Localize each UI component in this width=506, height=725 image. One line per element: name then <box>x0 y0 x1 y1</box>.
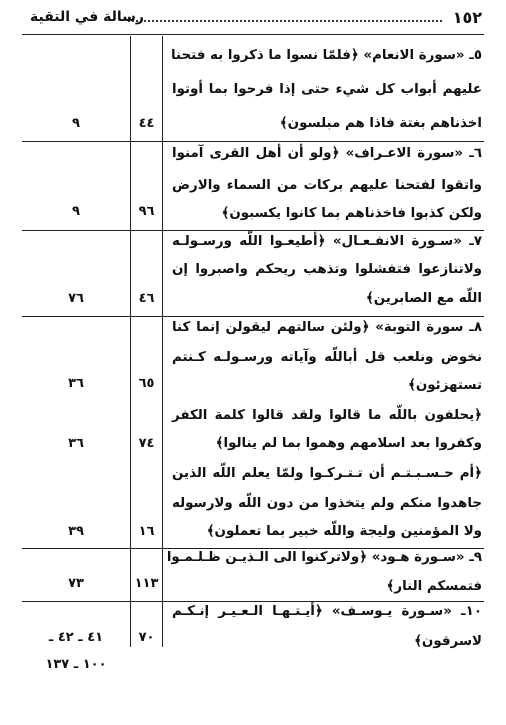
entry-separator <box>22 601 484 602</box>
entry-text-line: ولاتنازعوا فتفشلوا وتذهب ريحكم واصبروا إن <box>172 262 482 277</box>
entry-separator <box>22 548 484 549</box>
entry-text-line: وكفروا بعد اسلامهم وهموا بما لم ينالوا﴾ <box>215 436 482 451</box>
reference-page: ٩ <box>72 204 80 219</box>
entry-text-line: واتقوا لفتحنا عليهم بركات من السماء والارض <box>172 178 482 193</box>
header-rule <box>22 34 484 35</box>
entry-text-line: اللّه مع الصابرين﴾ <box>365 291 482 306</box>
entry-text-line: تستهزئون﴾ <box>408 378 482 393</box>
verse-number: ١١٣ <box>134 576 159 591</box>
entry-text-line: ولكن كذبوا فاخذناهم بما كانوا يكسبون﴾ <box>221 206 482 221</box>
entry-text-line: ٥ـ «سورة الانعام» ﴿فلمّا نسوا ما ذكروا به فتحنا <box>170 48 482 63</box>
entry-text-line: لاسرقون﴾ <box>414 634 482 649</box>
reference-page: ٣٩ <box>68 524 84 539</box>
entry-text-line: ٩ـ «سـورة هـود» ﴿ولاتركنوا الى الـذيـن ظـلـمـوا <box>166 550 482 565</box>
entry-separator <box>22 316 484 317</box>
entry-text-line: نخوض ونلعب قل أباللّه وآياته ورسـولـه كـنتم <box>172 350 482 365</box>
reference-page: ٣٦ <box>68 376 84 391</box>
reference-page: ٧٦ <box>68 291 84 306</box>
entry-text-line: ولا المؤمنين وليجة واللّه خبير بما تعملون﴾ <box>206 524 482 539</box>
reference-page-continued: ١٠٠ ـ ١٣٧ <box>45 657 107 672</box>
entry-text-line: فتمسكم النار﴾ <box>386 579 482 594</box>
reference-page: ٧٣ <box>68 576 84 591</box>
column-divider-verse <box>162 36 163 647</box>
page-number: ١٥٢ <box>452 8 482 27</box>
entry-separator <box>22 141 484 142</box>
reference-page: ٤١ ـ ٤٢ ـ <box>48 630 104 645</box>
verse-number: ٩٦ <box>138 204 155 219</box>
entry-text-line: ٦ـ «سورة الاعـراف» ﴿ولو أن أهل القرى آمنوا <box>172 146 482 161</box>
running-title: رسالة في التقية <box>30 9 144 25</box>
entry-text-line: ٧ـ «سـورة الانفـعـال» ﴿أطيعـوا اللّه ورسـولـه <box>172 234 482 249</box>
verse-number: ٧٠ <box>138 630 155 645</box>
verse-number: ٤٦ <box>138 291 155 306</box>
running-header <box>30 8 482 32</box>
verse-number: ٦٥ <box>138 376 155 391</box>
entry-separator <box>22 230 484 231</box>
entry-text-line: ﴿يحلفون باللّه ما قالوا ولقد قالوا كلمة الكفر <box>172 408 482 423</box>
entry-text-line: ١٠ـ «سـورة يـوسـف» ﴿أيـتـهـا الـعـيـر إنـكـم <box>172 604 482 619</box>
header-dot-leader <box>128 20 442 22</box>
verse-number: ٧٤ <box>138 436 155 451</box>
entry-text-line: عليهم أبواب كل شيء حتى إذا فرحوا بما أوتوا <box>172 82 482 97</box>
reference-page: ٣٦ <box>68 436 84 451</box>
verse-number: ٤٤ <box>138 116 155 131</box>
entry-text-line: ﴿أم حـسـبـتـم أن تـتـركـوا ولمّا يعلم اللّه الذين <box>172 466 482 481</box>
entry-text-line: ٨ـ سورة التوبة» ﴿ولئن سالتهم ليقولن إنما كنا <box>172 320 482 335</box>
verse-number: ١٦ <box>138 524 155 539</box>
entry-text-line: جاهدوا منكم ولم يتخذوا من دون اللّه ولارسوله <box>172 496 482 511</box>
reference-page: ٩ <box>72 116 80 131</box>
entry-text-line: اخذناهم بغتة فاذا هم مبلسون﴾ <box>279 116 482 131</box>
